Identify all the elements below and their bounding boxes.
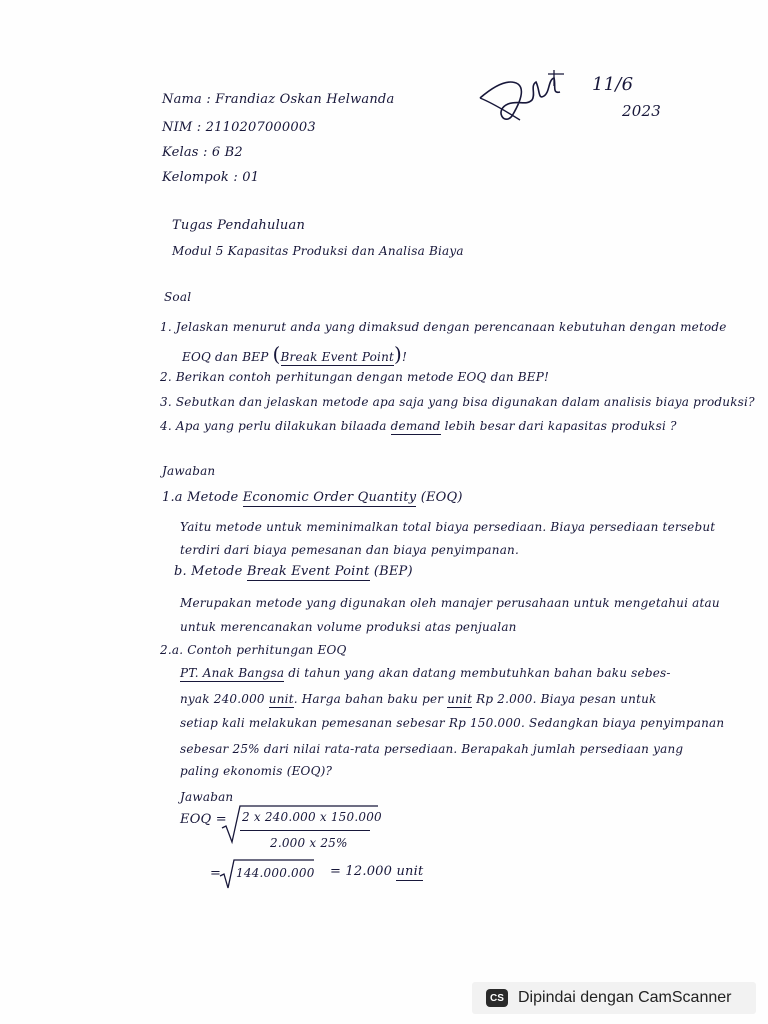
a2-p2-unit1: unit	[268, 692, 294, 706]
soal-q1b-underline: Break Event Point	[280, 350, 395, 364]
soal-q4-post: lebih besar dari kapasitas produksi ?	[444, 419, 677, 433]
sqrt-value: 144.000.000	[236, 866, 315, 880]
soal-q1b	[182, 342, 407, 366]
a2-p2-post: Rp 2.000. Biaya pesan untuk	[476, 692, 657, 706]
header-kelompok: Kelompok : 01	[162, 170, 260, 185]
soal-q1b-post: !	[402, 350, 408, 364]
signature	[474, 66, 574, 136]
eoq-label: EOQ =	[180, 812, 227, 827]
eoq-numerator: 2 x 240.000 x 150.000	[242, 810, 382, 824]
a2-p2-unit2: unit	[447, 692, 473, 706]
a2-p2-pre: nyak 240.000	[180, 692, 265, 706]
eoq-result-value: = 12.000	[330, 864, 393, 879]
a1a-pre: 1.a Metode	[162, 490, 239, 505]
camscanner-text: Dipindai dengan CamScanner	[518, 989, 732, 1006]
eq-sign: =	[210, 866, 222, 881]
camscanner-logo: CS	[486, 989, 508, 1007]
title-line2: Modul 5 Kapasitas Produksi dan Analisa Biaya	[172, 244, 464, 258]
soal-q1b-pre: EOQ dan BEP	[182, 350, 269, 364]
a1b-text2: untuk merencanakan volume produksi atas penjualan	[180, 620, 517, 634]
a2-p3: setiap kali melakukan pemesanan sebesar Rp 150.000. Sedangkan biaya penyimpanan	[180, 716, 725, 730]
date-year: 2023	[622, 102, 661, 120]
fraction-line	[240, 830, 370, 831]
soal-q2: 2. Berikan contoh perhitungan dengan metode EOQ dan BEP!	[160, 370, 550, 384]
a2-p4: sebesar 25% dari nilai rata-rata persediaan. Berapakah jumlah persediaan yang	[180, 742, 684, 756]
paren-close: )	[394, 342, 403, 366]
a2-p1-post: di tahun yang akan datang membutuhkan bahan baku sebes-	[288, 666, 671, 680]
soal-q4-underline: demand	[390, 419, 441, 433]
header-nama: Nama : Frandiaz Oskan Helwanda	[162, 92, 395, 107]
soal-q4-pre: 4. Apa yang perlu dilakukan bilaada	[160, 419, 387, 433]
a2-p5-post: (EOQ)?	[286, 764, 333, 778]
a2-heading: 2.a. Contoh perhitungan EOQ	[160, 643, 347, 657]
a2-p1	[180, 666, 671, 680]
a2-p5-pre: paling ekonomis	[180, 764, 283, 778]
header-kelas: Kelas : 6 B2	[162, 145, 243, 160]
eoq-result-unit: unit	[396, 864, 424, 879]
date	[586, 74, 676, 134]
a1b-heading	[174, 564, 413, 579]
soal-q3: 3. Sebutkan dan jelaskan metode apa saja yang bisa digunakan dalam analisis biaya produksi?	[160, 395, 755, 409]
soal-q4	[160, 419, 677, 433]
eoq-result	[330, 864, 423, 879]
a1a-post: (EOQ)	[420, 490, 463, 505]
a2-p2	[180, 692, 657, 706]
a2-p2-mid: . Harga bahan baku per	[293, 692, 444, 706]
a1b-post: (BEP)	[373, 564, 413, 579]
a1a-heading	[162, 490, 463, 505]
a1b-underline: Break Event Point	[246, 564, 370, 579]
jawaban-label: Jawaban	[162, 464, 216, 478]
a1b-text1: Merupakan metode yang digunakan oleh manajer perusahaan untuk mengetahui atau	[180, 596, 720, 610]
title-line1: Tugas Pendahuluan	[172, 218, 306, 233]
a1a-text2: terdiri dari biaya pemesanan dan biaya penyimpanan.	[180, 543, 519, 557]
eoq-denominator: 2.000 x 25%	[270, 836, 348, 850]
a1b-pre: b. Metode	[174, 564, 243, 579]
jawaban2-label: Jawaban	[180, 790, 234, 804]
a1a-text1: Yaitu metode untuk meminimalkan total biaya persediaan. Biaya persediaan tersebut	[180, 520, 716, 534]
header-nim: NIM : 2110207000003	[162, 120, 316, 135]
camscanner-watermark	[472, 982, 756, 1014]
a2-p1-company: PT. Anak Bangsa	[180, 666, 285, 680]
a2-p5	[180, 764, 332, 778]
paren-open: (	[272, 342, 281, 366]
soal-q1a: 1. Jelaskan menurut anda yang dimaksud dengan perencanaan kebutuhan dengan metode	[160, 320, 727, 334]
a1a-underline: Economic Order Quantity	[242, 490, 417, 505]
soal-label: Soal	[164, 290, 192, 304]
date-day: 11/6	[592, 74, 634, 95]
